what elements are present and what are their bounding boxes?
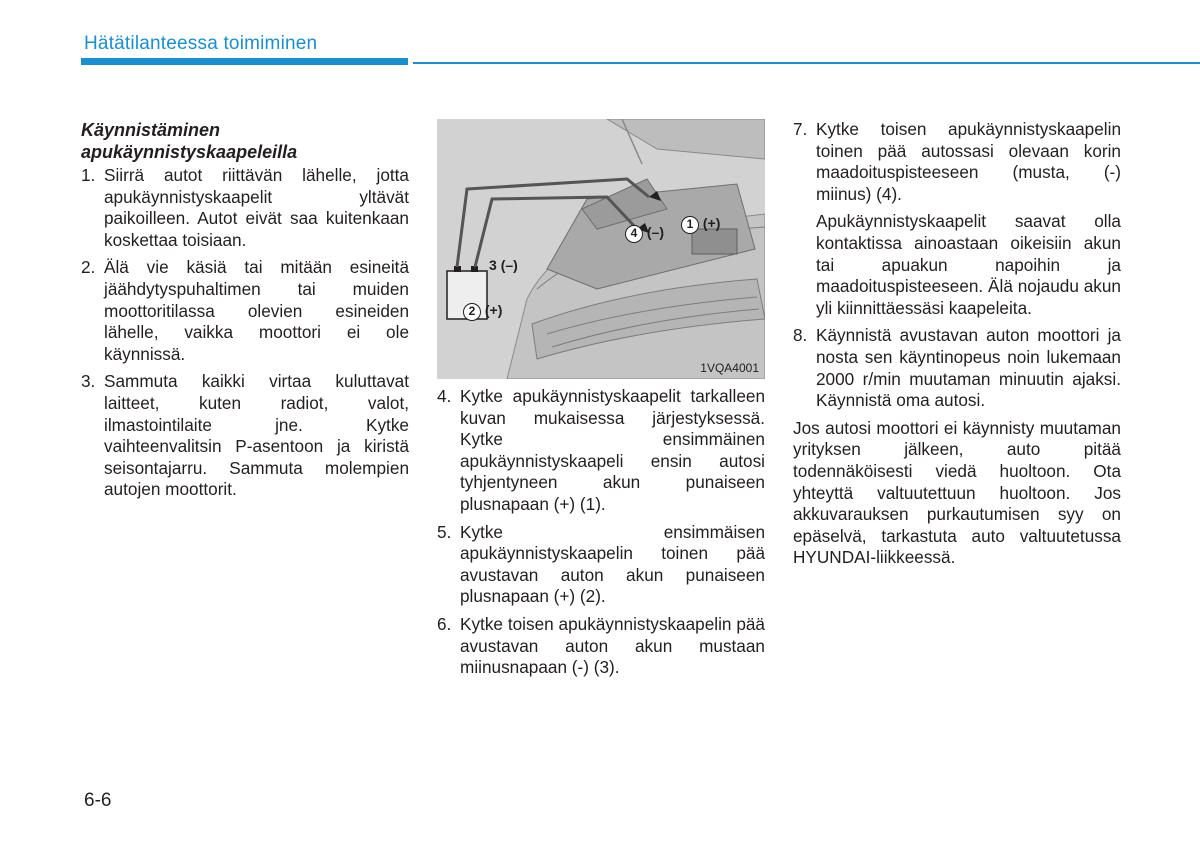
list-item: [793, 325, 1121, 411]
callout-2: 2 (+): [463, 302, 502, 321]
step-7-note: Apukäynnistyskaapelit saavat olla kontaktissa ainoastaan oikeisiin akun tai apuakun napoihin ja maadoituspisteeseen. Älä nojaudu akun yli kiinnittäessäsi kaapeleita.: [816, 211, 1121, 318]
step-number: 1.: [81, 165, 96, 185]
step-text: Kytke apukäynnistyskaapelit tarkalleen kuvan mukaisessa järjestyksessä. Kytke ensimmäinen apukäynnistyskaapeli ensin autosi tyhjentyneen akun punaiseen plusnapaan (+) (1).: [460, 386, 765, 514]
list-item: [437, 522, 765, 608]
step-number: 4.: [437, 386, 452, 406]
text-column-left: [81, 119, 409, 507]
step-number: 7.: [793, 119, 808, 139]
callout-4: 4 (–): [625, 224, 664, 243]
step-text: Siirrä autot riittävän lähelle, jotta apukäynnistyskaapelit yltävät paikoilleen. Autot eivät saa kuitenkaan koskettaa toisiaan.: [104, 165, 409, 250]
step-text: Käynnistä avustavan auton moottori ja nosta sen käyntinopeus noin lukemaan 2000 r/min muutaman minuutin ajaksi. Käynnistä oma autosi.: [816, 325, 1121, 411]
jump-start-illustration: [437, 119, 765, 379]
list-item: [793, 119, 1121, 205]
callout-1: 1 (+): [681, 215, 720, 234]
list-item: [437, 386, 765, 516]
closing-paragraph: Jos autosi moottori ei käynnisty muutaman yrityksen jälkeen, auto pitää todennäköisesti viedä huoltoon. Ota yhteyttä valtuutettuun huoltoon. Jos akkuvarauksen purkautumisen syy on epäselvä, tarkastuta auto valtuutetussa HYUNDAI-liikkeessä.: [793, 417, 1121, 568]
section-heading: Käynnistäminen apukäynnistyskaapeleilla: [81, 120, 298, 162]
step-number: 6.: [437, 613, 452, 634]
list-item: [81, 165, 409, 251]
list-item: [81, 371, 409, 501]
step-text: Kytke ensimmäisen apukäynnistyskaapelin toinen pää avustavan auton akun punaiseen plusnapaan (+) (2).: [460, 521, 765, 607]
section-header-title: Hätätilanteessa toimiminen: [84, 33, 318, 54]
step-text: Kytke toisen apukäynnistyskaapelin toinen pää autossasi olevaan korin maadoituspisteeseen (musta, (-) miinus) (4).: [816, 119, 1121, 204]
header-accent-bar: [81, 58, 408, 65]
list-item: [81, 257, 409, 365]
page-number: 6-6: [84, 790, 112, 811]
list-item: [437, 614, 765, 679]
step-text: Älä vie käsiä tai mitään esineitä jäähdytyspuhaltimen tai muiden moottoritilassa olevien esineiden lähelle, vaikka moottori ei ole käynnissä.: [104, 257, 409, 364]
step-text: Sammuta kaikki virtaa kuluttavat laitteet, kuten radiot, valot, ilmastointilaite jne. Kytke vaihteenvalitsin P-asentoon ja kiristä seisontajarru. Sammuta molempien autojen moottorit.: [104, 371, 409, 500]
callout-3: 3 (–): [489, 257, 518, 273]
step-text: Kytke toisen apukäynnistyskaapelin pää avustavan auton akun mustaan miinusnapaan (-) (3).: [460, 613, 765, 678]
car-engine-bay-drawing: [437, 119, 765, 379]
step-number: 8.: [793, 325, 808, 346]
figure-code: 1VQA4001: [700, 361, 759, 375]
header-rule: [413, 62, 1200, 64]
step-number: 2.: [81, 257, 96, 278]
step-number: 3.: [81, 371, 96, 392]
step-number: 5.: [437, 521, 452, 542]
text-column-middle: [437, 386, 765, 685]
text-column-right: [793, 119, 1121, 569]
